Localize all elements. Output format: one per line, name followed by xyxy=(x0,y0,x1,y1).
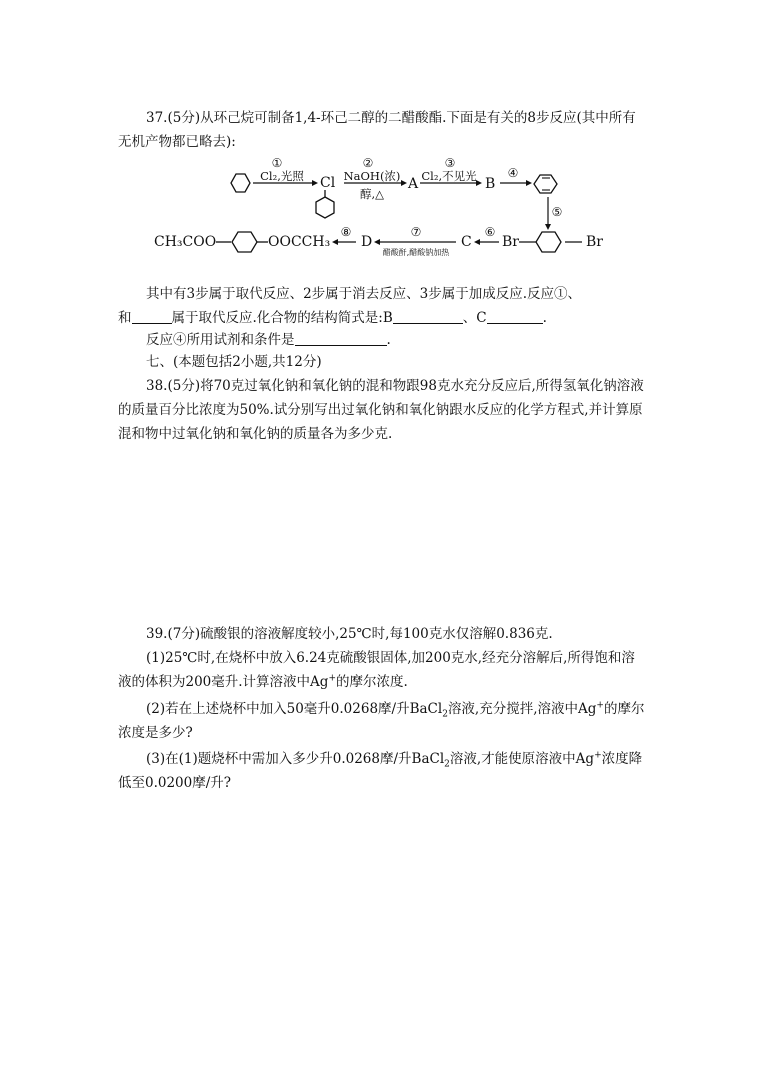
compound-D: D xyxy=(361,234,373,250)
dibromocyclohexane-ring xyxy=(536,232,561,252)
q37-line3-text: 反应④所用试剂和条件是 xyxy=(146,332,295,348)
q39-p3-tail: 浓度降 xyxy=(601,751,643,767)
q39-intro: 39.(7分)硫酸银的溶液解度较小,25℃时,每100克水仅溶解0.836克. xyxy=(146,626,553,642)
q37-body-line3 xyxy=(118,328,708,352)
step7-condition: 醋酸酐,醋酸钠加热 xyxy=(382,248,450,257)
step6-number: ⑥ xyxy=(484,225,496,239)
bromo-right: Br xyxy=(586,234,603,250)
ag-charge: + xyxy=(594,750,602,761)
q38-line1: 38.(5分)将70克过氧化钠和氧化钠的混和物跟98克水充分反应后,所得氢氧化钠溶液 xyxy=(146,378,644,394)
step2-reagent: NaOH(浓) xyxy=(343,169,401,183)
answer-blank-reaction4[interactable] xyxy=(295,331,387,346)
answer-blank-reaction[interactable] xyxy=(132,309,172,324)
q39-part3-line2: 低至0.0200摩/升? xyxy=(118,775,232,791)
q39-part1-line2 xyxy=(118,670,708,694)
compound-C: C xyxy=(461,234,472,250)
step7-number: ⑦ xyxy=(410,225,422,239)
step2-number: ② xyxy=(362,156,374,170)
q37-body-line2 xyxy=(118,306,708,330)
q37-line2-period: . xyxy=(542,310,547,326)
q39-p1-text: 液的体积为200毫升.计算溶液中Ag xyxy=(118,674,329,690)
product-ring xyxy=(232,232,257,252)
compound-A: A xyxy=(408,176,419,192)
bacl2-subscript: 2 xyxy=(442,709,448,720)
step3-reagent: Cl₂,不见光 xyxy=(421,169,477,183)
step8-number: ⑧ xyxy=(340,225,352,239)
step1-reagent: Cl₂,光照 xyxy=(260,169,304,183)
cyclohexane-ring xyxy=(231,174,250,192)
answer-blank-C[interactable] xyxy=(487,309,543,324)
q39-part1-line1: (1)25℃时,在烧杯中放入6.24克硫酸银固体,加200克水,经充分溶解后,所得饱和溶 xyxy=(146,650,635,666)
q39-p3-mid: 溶液,才能使原溶液中Ag xyxy=(449,751,595,767)
step3-number: ③ xyxy=(444,156,456,170)
chloro-label: Cl xyxy=(320,175,336,191)
bromo-left: Br xyxy=(502,234,519,250)
step5-number: ⑤ xyxy=(551,205,563,219)
ag-charge: + xyxy=(328,673,336,684)
q39-p2-mid: 溶液,充分搅拌,溶液中Ag xyxy=(447,701,597,717)
chlorocyclohexane-ring xyxy=(316,197,334,218)
section7-heading: 七、(本题包括2小题,共12分) xyxy=(146,354,322,370)
q37-intro-line2: 无机产物都已略去): xyxy=(118,134,236,150)
q37-line2-and: 和 xyxy=(118,310,132,326)
ag-charge: + xyxy=(596,700,604,711)
step4-number: ④ xyxy=(507,166,519,180)
step2-condition: 醇,△ xyxy=(360,187,384,201)
product-right-group: OOCCH₃ xyxy=(268,234,331,250)
q37-line2-text: 属于取代反应.化合物的结构简式是:B xyxy=(171,310,393,326)
answer-blank-B[interactable] xyxy=(393,309,463,324)
q39-p2-tail: 的摩尔 xyxy=(603,701,645,717)
q39-part2-line2: 浓度是多少? xyxy=(118,725,193,741)
compound-B: B xyxy=(485,176,496,192)
q38-line3: 混和物中过氧化钠和氧化钠的质量各为多少克. xyxy=(118,426,393,442)
q39-part2-line1 xyxy=(118,697,708,721)
q37-line3-period: . xyxy=(386,332,391,348)
q38-line2: 的质量百分比浓度为50%.试分别写出过氧化钠和氧化钠跟水反应的化学方程式,并计算原 xyxy=(118,402,643,418)
step1-number: ① xyxy=(271,156,283,170)
bacl2-subscript: 2 xyxy=(444,759,450,770)
q37-line2-c: 、C xyxy=(462,310,487,326)
q39-part3-line1 xyxy=(118,747,708,771)
q39-p3-text: (3)在(1)题烧杯中需加入多少升0.0268摩/升BaCl xyxy=(146,751,445,767)
q39-p1-tail: 的摩尔浓度. xyxy=(336,674,408,690)
q37-intro-line1: 37.(5分)从环己烷可制备1,4-环己二醇的二醋酸酯.下面是有关的8步反应(其中所有 xyxy=(146,110,636,126)
product-left-group: CH₃COO xyxy=(154,234,217,250)
q37-body-line1: 其中有3步属于取代反应、2步属于消去反应、3步属于加成反应.反应①、 xyxy=(146,286,582,302)
q39-p2-text: (2)若在上述烧杯中加入50毫升0.0268摩/升BaCl xyxy=(146,701,443,717)
